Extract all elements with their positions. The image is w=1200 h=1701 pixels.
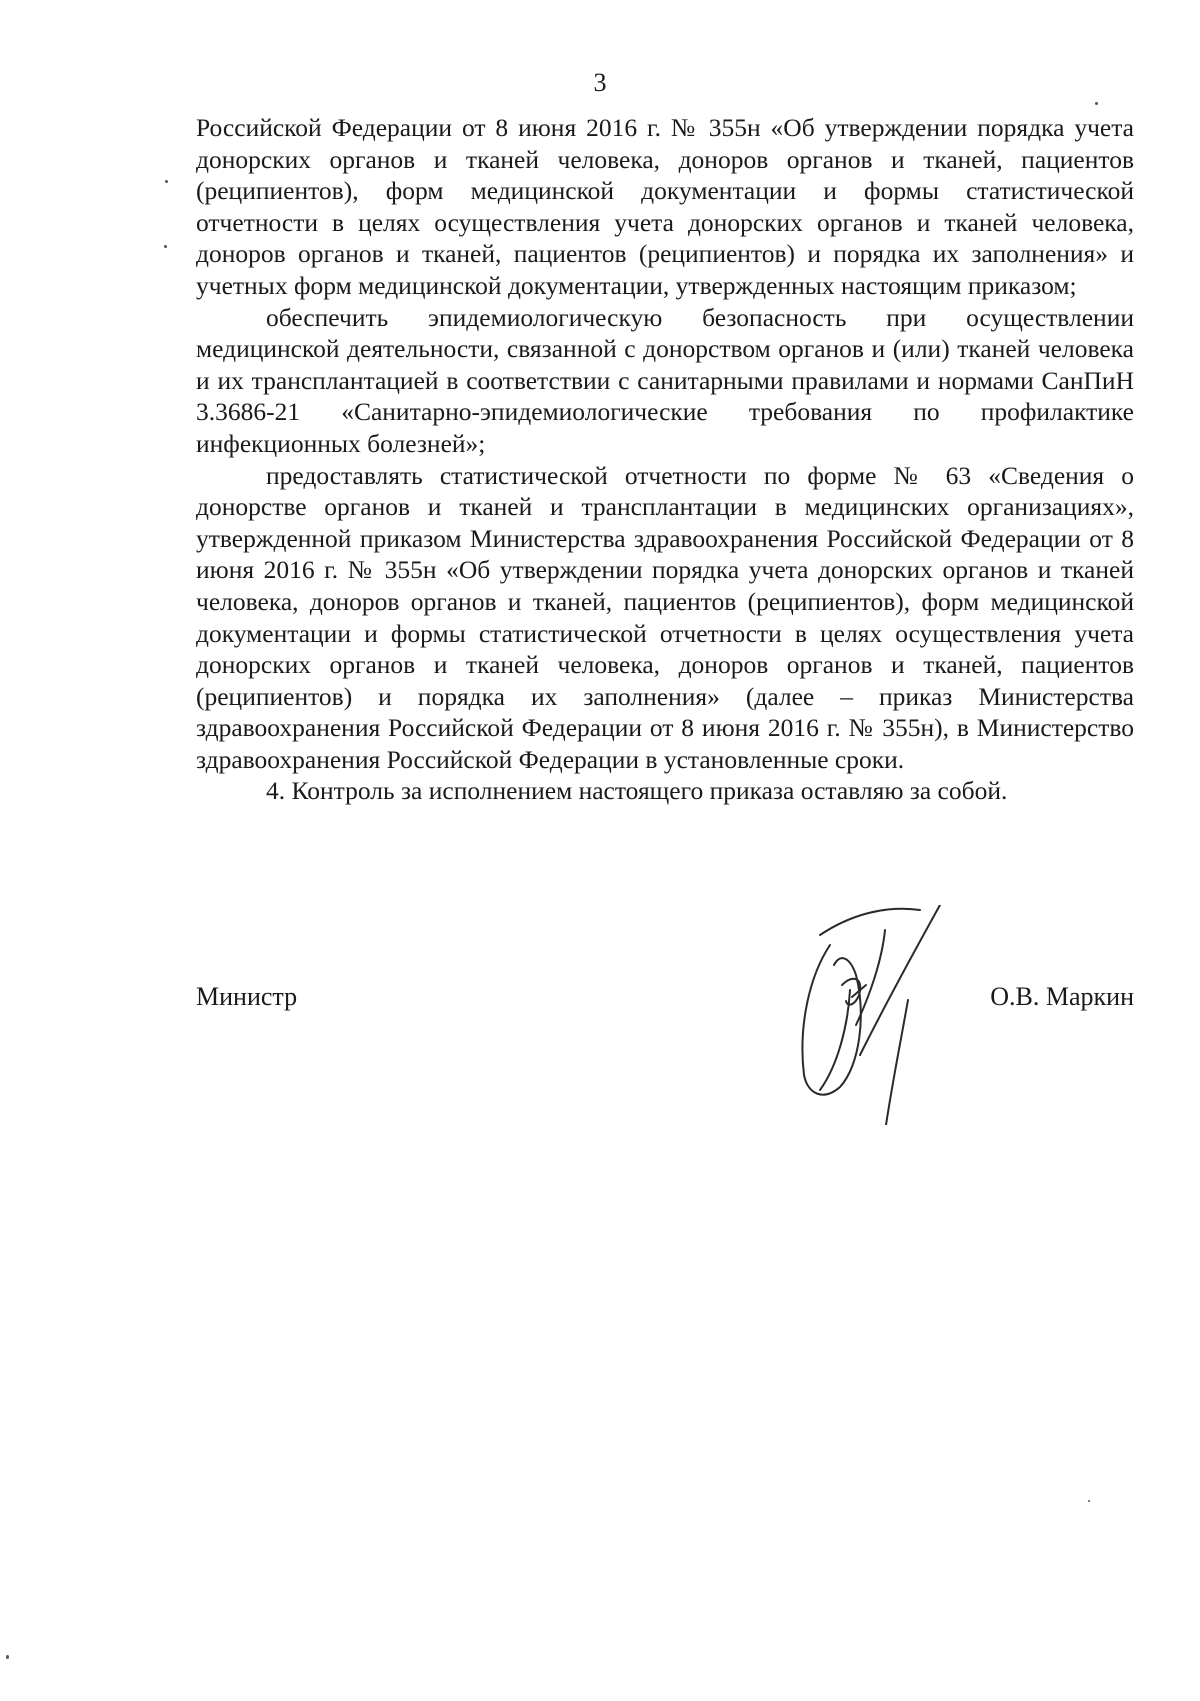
- scan-speck: [164, 245, 167, 248]
- signatory-title: Министр: [196, 982, 298, 1011]
- signatory-name: О.В. Маркин: [990, 982, 1134, 1011]
- scan-speck: [1095, 102, 1098, 105]
- paragraph-continuation: Российской Федерации от 8 июня 2016 г. № 355н «Об утверждении порядка учета донорских органов и тканей человека, доноров органов и тканей, пациентов (реципиентов), форм медицинской документации и формы статистической отчетности в целях осуществления учета донорских органов и тканей человека, доноров органов и тканей, пациентов (реципиентов) и порядка их заполнения» и учетных форм медицинской документации, утвержденных настоящим приказом;: [196, 113, 1134, 300]
- paragraph-control-clause: 4. Контроль за исполнением настоящего приказа оставляю за собой.: [266, 776, 1008, 806]
- handwritten-signature: [790, 905, 990, 1125]
- paragraph-statistical-reporting: предоставлять статистической отчетности по форме № 63 «Сведения о донорстве органов и тканей и трансплантации в медицинских организациях», утвержденной приказом Министерства здравоохранения Российской Федерации от 8 июня 2016 г. № 355н «Об утверждении порядка учета донорских органов и тканей человека, доноров органов и тканей, пациентов (реципиентов), форм медицинской документации и формы статистической отчетности в целях осуществления учета донорских органов и тканей человека, доноров органов и тканей, пациентов (реципиентов) и порядка их заполнения» (далее – приказ Министерства здравоохранения Российской Федерации от 8 июня 2016 г. № 355н), в Министерство здравоохранения Российской Федерации в установленные сроки.: [196, 460, 1134, 774]
- scan-speck: [6, 1655, 9, 1659]
- scan-speck: [165, 180, 168, 183]
- page-number: 3: [593, 68, 607, 97]
- paragraph-epidemiological-safety: обеспечить эпидемиологическую безопасность при осуществлении медицинской деятельности, связанной с донорством органов и (или) тканей человека и их трансплантацией в соответствии с санитарными правилами и нормами СанПиН 3.3686-21 «Санитарно-эпидемиологические требования по профилактике инфекционных болезней»;: [196, 302, 1134, 458]
- document-body: [196, 112, 1134, 807]
- scan-speck: [1088, 1500, 1090, 1502]
